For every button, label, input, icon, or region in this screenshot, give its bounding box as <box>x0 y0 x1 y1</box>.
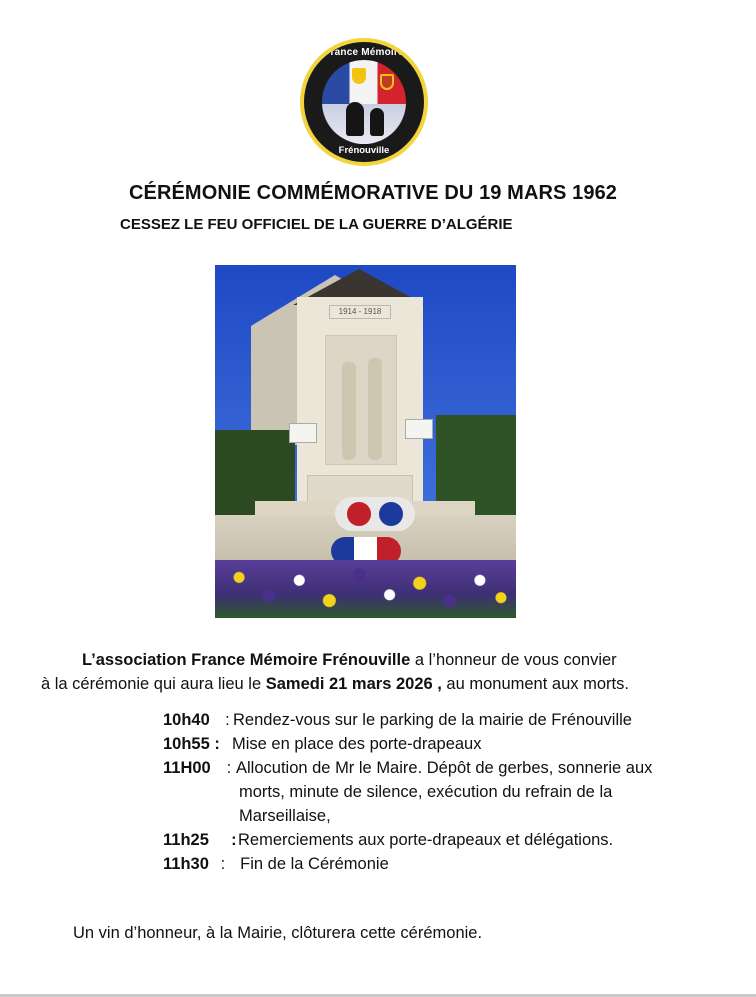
association-name: L’association France Mémoire Frénouville <box>82 651 411 669</box>
side-plaque-right <box>405 419 433 439</box>
schedule-separator: : <box>216 855 226 873</box>
page-subtitle: CESSEZ LE FEU OFFICIEL DE LA GUERRE D’ALGÉRIE <box>120 216 513 233</box>
memorial-inscription: 1914 - 1918 <box>329 305 391 319</box>
schedule-separator: : <box>216 711 230 729</box>
schedule-description: Rendez-vous sur le parking de la mairie de Frénouville <box>233 711 632 729</box>
event-date: Samedi 21 mars 2026 , <box>265 675 442 693</box>
invitation-line-1-text: a l’honneur de vous convier <box>410 651 617 669</box>
schedule-time: 10h55 : <box>163 735 220 753</box>
closing-note: Un vin d’honneur, à la Mairie, clôturera cette cérémonie. <box>73 924 483 942</box>
schedule-description: Allocution de Mr le Maire. Dépôt de gerbes, sonnerie aux <box>236 759 653 777</box>
soldier-silhouette-icon <box>370 108 384 136</box>
side-plaque-left <box>289 423 317 443</box>
invitation-line-2 <box>41 672 629 696</box>
event-location: au monument aux morts. <box>441 675 629 693</box>
association-logo <box>300 38 428 166</box>
logo-emblem-lower <box>322 104 406 144</box>
schedule-description: Mise en place des porte-drapeaux <box>232 735 482 753</box>
monument-photo <box>215 265 516 618</box>
schedule-time: 11h25 <box>163 831 209 849</box>
logo-top-text: France Mémoire <box>324 47 404 58</box>
schedule-separator: : <box>222 831 237 849</box>
schedule-description: Remerciements aux porte-drapeaux et délégations. <box>238 831 614 849</box>
flower-bed <box>215 560 516 618</box>
schedule-time: 10h40 <box>163 711 210 729</box>
schedule-separator: : <box>222 759 232 777</box>
page-title: CÉRÉMONIE COMMÉMORATIVE DU 19 MARS 1962 <box>128 182 618 204</box>
logo-badge <box>304 42 424 162</box>
logo-bottom-text: Frénouville <box>338 145 390 156</box>
logo-emblem <box>322 60 406 144</box>
schedule-time: 11h30 <box>163 855 209 873</box>
schedule-description: Fin de la Cérémonie <box>231 855 389 873</box>
invitation-line-2-text: à la cérémonie qui aura lieu le <box>41 675 266 693</box>
memorial-relief <box>325 335 397 465</box>
normandy-shield-icon <box>380 74 394 90</box>
soldier-silhouette-icon <box>346 102 364 136</box>
coat-of-arms-icon <box>352 68 366 84</box>
invitation-line-1 <box>82 648 617 672</box>
schedule-description-cont: Marseillaise, <box>239 807 331 825</box>
war-memorial <box>297 297 423 517</box>
schedule-description-cont: morts, minute de silence, exécution du refrain de la <box>239 783 613 801</box>
wreath-icon <box>335 497 415 531</box>
schedule-time: 11H00 <box>163 759 211 777</box>
